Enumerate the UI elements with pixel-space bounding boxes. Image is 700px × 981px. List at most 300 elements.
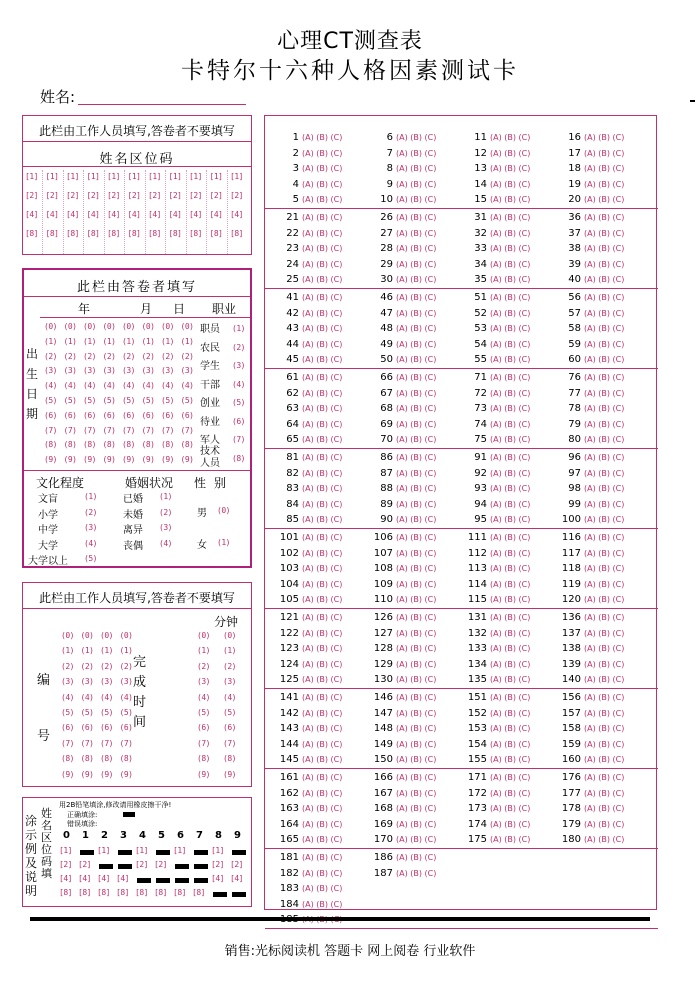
birth-bubble[interactable]: (6) xyxy=(161,410,174,420)
answer-bubbles[interactable]: (A) (B) (C) xyxy=(584,724,625,733)
answer-bubbles[interactable]: (A) (B) (C) xyxy=(302,675,343,684)
answer-bubbles[interactable]: (A) (B) (C) xyxy=(490,804,531,813)
answer-bubbles[interactable]: (A) (B) (C) xyxy=(584,835,625,844)
edu-bubble[interactable]: (3) xyxy=(84,523,97,532)
id-bubble[interactable]: (0) xyxy=(100,631,113,640)
name-code-bubble[interactable]: [4] xyxy=(209,210,223,219)
answer-bubbles[interactable]: (A) (B) (C) xyxy=(584,579,625,589)
answer-bubbles[interactable]: (A) (B) (C) xyxy=(584,755,625,764)
name-code-bubble[interactable]: [1] xyxy=(107,172,120,181)
birth-bubble[interactable]: (9) xyxy=(122,455,135,465)
id-bubble[interactable]: (5) xyxy=(119,708,133,717)
birth-bubble[interactable]: (6) xyxy=(102,410,116,420)
answer-bubbles[interactable]: (A) (B) (C) xyxy=(396,244,437,253)
answer-bubbles[interactable]: (A) (B) (C) xyxy=(396,755,437,764)
answer-bubbles[interactable]: (A) (B) (C) xyxy=(396,228,437,238)
birth-bubble[interactable]: (4) xyxy=(141,381,155,391)
birth-bubble[interactable]: (4) xyxy=(102,381,116,391)
answer-bubbles[interactable]: (A) (B) (C) xyxy=(396,499,437,509)
birth-bubble[interactable]: (1) xyxy=(83,336,96,346)
birth-bubble[interactable]: (7) xyxy=(122,425,135,435)
birth-bubble[interactable]: (8) xyxy=(180,440,194,450)
answer-bubbles[interactable]: (A) (B) (C) xyxy=(396,693,437,702)
name-code-bubble[interactable]: [2] xyxy=(148,191,161,200)
birth-bubble[interactable]: (7) xyxy=(161,425,174,435)
name-code-bubble[interactable]: [4] xyxy=(230,210,243,219)
gender-bubble[interactable]: (0) xyxy=(217,506,230,515)
answer-bubbles[interactable]: (A) (B) (C) xyxy=(584,804,625,813)
name-code-bubble[interactable]: [1] xyxy=(86,172,100,181)
answer-bubbles[interactable]: (A) (B) (C) xyxy=(490,533,531,542)
id-bubble[interactable]: (8) xyxy=(119,754,133,764)
birth-bubble[interactable]: (4) xyxy=(63,381,77,391)
edu-bubble[interactable]: (5) xyxy=(84,554,97,563)
edu-bubble[interactable]: (4) xyxy=(84,538,97,548)
answer-bubbles[interactable]: (A) (B) (C) xyxy=(490,595,531,604)
answer-bubbles[interactable]: (A) (B) (C) xyxy=(490,579,531,589)
id-bubble[interactable]: (1) xyxy=(80,646,94,656)
answer-bubbles[interactable]: (A) (B) (C) xyxy=(490,453,531,462)
birth-bubble[interactable]: (7) xyxy=(44,425,57,435)
name-code-bubble[interactable]: [1] xyxy=(127,172,141,181)
answer-bubbles[interactable]: (A) (B) (C) xyxy=(302,644,343,653)
birth-bubble[interactable]: (5) xyxy=(161,396,174,405)
name-code-bubble[interactable]: [8] xyxy=(148,229,161,238)
edu-bubble[interactable]: (2) xyxy=(84,507,97,517)
answer-bubbles[interactable]: (A) (B) (C) xyxy=(584,613,625,622)
birth-bubble[interactable]: (9) xyxy=(161,455,174,465)
id-bubble[interactable]: (8) xyxy=(100,754,113,764)
name-code-bubble[interactable]: [2] xyxy=(45,191,59,200)
id-bubble[interactable]: (8) xyxy=(61,754,74,764)
answer-bubbles[interactable]: (A) (B) (C) xyxy=(302,788,343,798)
name-code-bubble[interactable]: [4] xyxy=(107,210,120,219)
birth-bubble[interactable]: (3) xyxy=(44,366,57,376)
id-bubble[interactable]: (1) xyxy=(119,646,133,656)
answer-bubbles[interactable]: (A) (B) (C) xyxy=(584,468,625,478)
answer-bubbles[interactable]: (A) (B) (C) xyxy=(302,228,343,238)
answer-bubbles[interactable]: (A) (B) (C) xyxy=(396,548,437,558)
name-code-bubble[interactable]: [2] xyxy=(107,191,120,200)
birth-bubble[interactable]: (8) xyxy=(122,440,135,450)
answer-bubbles[interactable]: (A) (B) (C) xyxy=(302,579,343,589)
name-code-bubble[interactable]: [4] xyxy=(189,210,202,219)
birth-bubble[interactable]: (0) xyxy=(63,322,77,331)
marriage-bubble[interactable]: (3) xyxy=(159,523,172,532)
answer-bubbles[interactable]: (A) (B) (C) xyxy=(302,515,343,524)
answer-bubbles[interactable]: (A) (B) (C) xyxy=(490,275,531,284)
answer-bubbles[interactable]: (A) (B) (C) xyxy=(584,419,625,429)
answer-bubbles[interactable]: (A) (B) (C) xyxy=(584,244,625,253)
answer-bubbles[interactable]: (A) (B) (C) xyxy=(302,339,343,349)
answer-bubbles[interactable]: (A) (B) (C) xyxy=(584,133,625,142)
name-code-bubble[interactable]: [8] xyxy=(86,229,100,238)
answer-bubbles[interactable]: (A) (B) (C) xyxy=(490,484,531,493)
birth-bubble[interactable]: (4) xyxy=(161,381,174,391)
name-code-bubble[interactable]: [8] xyxy=(107,229,120,238)
id-bubble[interactable]: (7) xyxy=(61,738,74,748)
name-code-bubble[interactable]: [2] xyxy=(230,191,243,200)
birth-bubble[interactable]: (2) xyxy=(44,351,57,361)
birth-bubble[interactable]: (3) xyxy=(63,366,77,376)
answer-bubbles[interactable]: (A) (B) (C) xyxy=(584,355,625,364)
answer-bubbles[interactable]: (A) (B) (C) xyxy=(490,644,531,653)
answer-bubbles[interactable]: (A) (B) (C) xyxy=(302,548,343,558)
answer-bubbles[interactable]: (A) (B) (C) xyxy=(302,404,343,413)
answer-bubbles[interactable]: (A) (B) (C) xyxy=(302,213,343,222)
name-code-bubble[interactable]: [1] xyxy=(189,172,202,181)
answer-bubbles[interactable]: (A) (B) (C) xyxy=(490,213,531,222)
birth-bubble[interactable]: (1) xyxy=(102,336,116,346)
birth-bubble[interactable]: (2) xyxy=(122,351,135,361)
answer-bubbles[interactable]: (A) (B) (C) xyxy=(584,259,625,269)
name-code-bubble[interactable]: [8] xyxy=(45,229,59,238)
answer-bubbles[interactable]: (A) (B) (C) xyxy=(584,659,625,669)
name-code-bubble[interactable]: [2] xyxy=(86,191,100,200)
birth-bubble[interactable]: (4) xyxy=(83,381,96,391)
answer-bubbles[interactable]: (A) (B) (C) xyxy=(584,628,625,638)
job-bubble[interactable]: (8) xyxy=(232,454,245,463)
birth-bubble[interactable]: (5) xyxy=(122,396,135,405)
answer-bubbles[interactable]: (A) (B) (C) xyxy=(490,564,531,573)
answer-bubbles[interactable]: (A) (B) (C) xyxy=(302,659,343,669)
id-bubble[interactable]: (3) xyxy=(61,677,74,687)
name-code-bubble[interactable]: [4] xyxy=(148,210,161,219)
minute-bubble[interactable]: (3) xyxy=(197,677,210,687)
job-bubble[interactable]: (2) xyxy=(232,342,245,352)
name-code-bubble[interactable]: [4] xyxy=(45,210,59,219)
birth-bubble[interactable]: (1) xyxy=(44,336,57,346)
answer-bubbles[interactable]: (A) (B) (C) xyxy=(396,659,437,669)
answer-bubbles[interactable]: (A) (B) (C) xyxy=(490,179,531,189)
birth-bubble[interactable]: (0) xyxy=(122,322,135,331)
birth-bubble[interactable]: (6) xyxy=(141,410,155,420)
answer-bubbles[interactable]: (A) (B) (C) xyxy=(584,548,625,558)
answer-bubbles[interactable]: (A) (B) (C) xyxy=(396,628,437,638)
answer-bubbles[interactable]: (A) (B) (C) xyxy=(490,835,531,844)
answer-bubbles[interactable]: (A) (B) (C) xyxy=(490,164,531,173)
answer-bubbles[interactable]: (A) (B) (C) xyxy=(302,453,343,462)
minute-bubble[interactable]: (5) xyxy=(197,708,210,717)
answer-bubbles[interactable]: (A) (B) (C) xyxy=(584,773,625,782)
id-bubble[interactable]: (5) xyxy=(80,708,94,717)
answer-bubbles[interactable]: (A) (B) (C) xyxy=(396,773,437,782)
birth-bubble[interactable]: (2) xyxy=(141,351,155,361)
birth-bubble[interactable]: (9) xyxy=(44,455,57,465)
id-bubble[interactable]: (6) xyxy=(80,723,94,733)
answer-bubbles[interactable]: (A) (B) (C) xyxy=(302,373,343,382)
answer-bubbles[interactable]: (A) (B) (C) xyxy=(490,133,531,142)
answer-bubbles[interactable]: (A) (B) (C) xyxy=(396,308,437,318)
name-field[interactable] xyxy=(78,104,246,105)
birth-bubble[interactable]: (8) xyxy=(102,440,116,450)
birth-bubble[interactable]: (1) xyxy=(63,336,77,346)
answer-bubbles[interactable]: (A) (B) (C) xyxy=(302,773,343,782)
answer-bubbles[interactable]: (A) (B) (C) xyxy=(490,755,531,764)
answer-bubbles[interactable]: (A) (B) (C) xyxy=(396,853,437,862)
answer-bubbles[interactable]: (A) (B) (C) xyxy=(490,244,531,253)
birth-bubble[interactable]: (6) xyxy=(180,410,194,420)
birth-bubble[interactable]: (8) xyxy=(141,440,155,450)
id-bubble[interactable]: (2) xyxy=(61,661,74,671)
birth-bubble[interactable]: (3) xyxy=(141,366,155,376)
birth-bubble[interactable]: (0) xyxy=(141,322,155,331)
birth-bubble[interactable]: (2) xyxy=(180,351,194,361)
birth-bubble[interactable]: (2) xyxy=(83,351,96,361)
birth-bubble[interactable]: (0) xyxy=(102,322,116,331)
birth-bubble[interactable]: (8) xyxy=(63,440,77,450)
answer-bubbles[interactable]: (A) (B) (C) xyxy=(302,308,343,318)
birth-bubble[interactable]: (0) xyxy=(83,322,96,331)
answer-bubbles[interactable]: (A) (B) (C) xyxy=(490,788,531,798)
answer-bubbles[interactable]: (A) (B) (C) xyxy=(396,579,437,589)
birth-bubble[interactable]: (3) xyxy=(122,366,135,376)
answer-bubbles[interactable]: (A) (B) (C) xyxy=(490,548,531,558)
name-code-bubble[interactable]: [8] xyxy=(66,229,79,238)
id-bubble[interactable]: (4) xyxy=(119,692,133,702)
answer-bubbles[interactable]: (A) (B) (C) xyxy=(396,435,437,444)
birth-bubble[interactable]: (8) xyxy=(44,440,57,450)
id-bubble[interactable]: (9) xyxy=(119,769,133,779)
answer-bubbles[interactable]: (A) (B) (C) xyxy=(584,435,625,444)
answer-bubbles[interactable]: (A) (B) (C) xyxy=(396,275,437,284)
minute-bubble[interactable]: (8) xyxy=(197,754,210,764)
name-code-bubble[interactable]: [8] xyxy=(189,229,202,238)
answer-bubbles[interactable]: (A) (B) (C) xyxy=(584,644,625,653)
answer-bubbles[interactable]: (A) (B) (C) xyxy=(396,164,437,173)
answer-bubbles[interactable]: (A) (B) (C) xyxy=(396,788,437,798)
minute-bubble[interactable]: (2) xyxy=(223,661,236,671)
answer-bubbles[interactable]: (A) (B) (C) xyxy=(490,659,531,669)
answer-bubbles[interactable]: (A) (B) (C) xyxy=(302,835,343,844)
answer-bubbles[interactable]: (A) (B) (C) xyxy=(490,773,531,782)
answer-bubbles[interactable]: (A) (B) (C) xyxy=(396,804,437,813)
name-code-bubble[interactable]: [4] xyxy=(66,210,79,219)
minute-bubble[interactable]: (1) xyxy=(197,646,210,656)
answer-bubbles[interactable]: (A) (B) (C) xyxy=(490,355,531,364)
birth-bubble[interactable]: (3) xyxy=(180,366,194,376)
birth-bubble[interactable]: (5) xyxy=(63,396,77,405)
id-bubble[interactable]: (2) xyxy=(80,661,94,671)
answer-bubbles[interactable]: (A) (B) (C) xyxy=(396,419,437,429)
birth-bubble[interactable]: (1) xyxy=(161,336,174,346)
answer-bubbles[interactable]: (A) (B) (C) xyxy=(584,404,625,413)
answer-bubbles[interactable]: (A) (B) (C) xyxy=(396,468,437,478)
birth-bubble[interactable]: (4) xyxy=(122,381,135,391)
marriage-bubble[interactable]: (2) xyxy=(159,507,172,517)
answer-bubbles[interactable]: (A) (B) (C) xyxy=(302,884,343,893)
answer-bubbles[interactable]: (A) (B) (C) xyxy=(584,388,625,398)
answer-bubbles[interactable]: (A) (B) (C) xyxy=(584,148,625,158)
name-code-bubble[interactable]: [1] xyxy=(230,172,243,181)
name-code-bubble[interactable]: [2] xyxy=(168,191,182,200)
answer-bubbles[interactable]: (A) (B) (C) xyxy=(396,515,437,524)
name-code-bubble[interactable]: [4] xyxy=(168,210,182,219)
minute-bubble[interactable]: (0) xyxy=(223,631,236,640)
id-bubble[interactable]: (4) xyxy=(80,692,94,702)
answer-bubbles[interactable]: (A) (B) (C) xyxy=(490,708,531,718)
answer-bubbles[interactable]: (A) (B) (C) xyxy=(490,259,531,269)
job-bubble[interactable]: (1) xyxy=(232,324,245,333)
answer-bubbles[interactable]: (A) (B) (C) xyxy=(490,293,531,302)
name-code-bubble[interactable]: [1] xyxy=(209,172,223,181)
answer-bubbles[interactable]: (A) (B) (C) xyxy=(396,339,437,349)
answer-bubbles[interactable]: (A) (B) (C) xyxy=(490,228,531,238)
answer-bubbles[interactable]: (A) (B) (C) xyxy=(302,739,343,749)
id-bubble[interactable]: (0) xyxy=(80,631,94,640)
birth-bubble[interactable]: (3) xyxy=(161,366,174,376)
birth-bubble[interactable]: (3) xyxy=(102,366,116,376)
answer-bubbles[interactable]: (A) (B) (C) xyxy=(302,388,343,398)
id-bubble[interactable]: (5) xyxy=(61,708,74,717)
id-bubble[interactable]: (2) xyxy=(100,661,113,671)
name-code-bubble[interactable]: [4] xyxy=(86,210,100,219)
answer-bubbles[interactable]: (A) (B) (C) xyxy=(396,564,437,573)
answer-bubbles[interactable]: (A) (B) (C) xyxy=(490,435,531,444)
birth-bubble[interactable]: (7) xyxy=(63,425,77,435)
birth-bubble[interactable]: (1) xyxy=(141,336,155,346)
birth-bubble[interactable]: (5) xyxy=(141,396,155,405)
answer-bubbles[interactable]: (A) (B) (C) xyxy=(302,628,343,638)
birth-bubble[interactable]: (0) xyxy=(44,322,57,331)
answer-bubbles[interactable]: (A) (B) (C) xyxy=(584,324,625,333)
answer-bubbles[interactable]: (A) (B) (C) xyxy=(396,373,437,382)
answer-bubbles[interactable]: (A) (B) (C) xyxy=(584,164,625,173)
minute-bubble[interactable]: (3) xyxy=(223,677,236,687)
answer-bubbles[interactable]: (A) (B) (C) xyxy=(396,388,437,398)
birth-bubble[interactable]: (7) xyxy=(141,425,155,435)
answer-bubbles[interactable]: (A) (B) (C) xyxy=(302,613,343,622)
answer-bubbles[interactable]: (A) (B) (C) xyxy=(302,133,343,142)
answer-bubbles[interactable]: (A) (B) (C) xyxy=(396,613,437,622)
marriage-bubble[interactable]: (4) xyxy=(159,538,172,548)
answer-bubbles[interactable]: (A) (B) (C) xyxy=(584,564,625,573)
answer-bubbles[interactable]: (A) (B) (C) xyxy=(490,324,531,333)
id-bubble[interactable]: (3) xyxy=(119,677,133,687)
answer-bubbles[interactable]: (A) (B) (C) xyxy=(584,228,625,238)
birth-bubble[interactable]: (5) xyxy=(44,396,57,405)
id-bubble[interactable]: (4) xyxy=(100,692,113,702)
answer-bubbles[interactable]: (A) (B) (C) xyxy=(302,148,343,158)
id-bubble[interactable]: (0) xyxy=(119,631,133,640)
birth-bubble[interactable]: (5) xyxy=(83,396,96,405)
answer-bubbles[interactable]: (A) (B) (C) xyxy=(490,419,531,429)
answer-bubbles[interactable]: (A) (B) (C) xyxy=(490,739,531,749)
minute-bubble[interactable]: (6) xyxy=(223,723,236,733)
answer-bubbles[interactable]: (A) (B) (C) xyxy=(396,819,437,829)
id-bubble[interactable]: (8) xyxy=(80,754,94,764)
answer-bubbles[interactable]: (A) (B) (C) xyxy=(302,708,343,718)
answer-bubbles[interactable]: (A) (B) (C) xyxy=(490,388,531,398)
minute-bubble[interactable]: (1) xyxy=(223,646,236,656)
minute-bubble[interactable]: (0) xyxy=(197,631,210,640)
answer-bubbles[interactable]: (A) (B) (C) xyxy=(396,148,437,158)
answer-bubbles[interactable]: (A) (B) (C) xyxy=(396,324,437,333)
answer-bubbles[interactable]: (A) (B) (C) xyxy=(490,373,531,382)
answer-bubbles[interactable]: (A) (B) (C) xyxy=(396,355,437,364)
answer-bubbles[interactable]: (A) (B) (C) xyxy=(584,293,625,302)
answer-bubbles[interactable]: (A) (B) (C) xyxy=(396,484,437,493)
answer-bubbles[interactable]: (A) (B) (C) xyxy=(396,835,437,844)
answer-bubbles[interactable]: (A) (B) (C) xyxy=(302,724,343,733)
answer-bubbles[interactable]: (A) (B) (C) xyxy=(302,275,343,284)
birth-bubble[interactable]: (4) xyxy=(180,381,194,391)
answer-bubbles[interactable]: (A) (B) (C) xyxy=(490,499,531,509)
answer-bubbles[interactable]: (A) (B) (C) xyxy=(302,293,343,302)
answer-bubbles[interactable]: (A) (B) (C) xyxy=(302,564,343,573)
answer-bubbles[interactable]: (A) (B) (C) xyxy=(584,708,625,718)
name-code-bubble[interactable]: [8] xyxy=(230,229,243,238)
answer-bubbles[interactable]: (A) (B) (C) xyxy=(584,499,625,509)
answer-bubbles[interactable]: (A) (B) (C) xyxy=(302,755,343,764)
minute-bubble[interactable]: (4) xyxy=(223,692,236,702)
answer-bubbles[interactable]: (A) (B) (C) xyxy=(584,739,625,749)
answer-bubbles[interactable]: (A) (B) (C) xyxy=(584,339,625,349)
name-code-bubble[interactable]: [8] xyxy=(127,229,141,238)
name-code-bubble[interactable]: [1] xyxy=(168,172,182,181)
birth-bubble[interactable]: (9) xyxy=(102,455,116,465)
birth-bubble[interactable]: (9) xyxy=(141,455,155,465)
answer-bubbles[interactable]: (A) (B) (C) xyxy=(584,595,625,604)
answer-bubbles[interactable]: (A) (B) (C) xyxy=(490,675,531,684)
answer-bubbles[interactable]: (A) (B) (C) xyxy=(490,819,531,829)
answer-bubbles[interactable]: (A) (B) (C) xyxy=(490,628,531,638)
id-bubble[interactable]: (9) xyxy=(61,769,74,779)
id-bubble[interactable]: (3) xyxy=(80,677,94,687)
job-bubble[interactable]: (6) xyxy=(232,416,245,426)
answer-bubbles[interactable]: (A) (B) (C) xyxy=(396,868,437,878)
name-code-bubble[interactable]: [8] xyxy=(168,229,182,238)
answer-bubbles[interactable]: (A) (B) (C) xyxy=(302,164,343,173)
answer-bubbles[interactable]: (A) (B) (C) xyxy=(396,595,437,604)
birth-bubble[interactable]: (9) xyxy=(180,455,194,465)
answer-bubbles[interactable]: (A) (B) (C) xyxy=(584,533,625,542)
answer-bubbles[interactable]: (A) (B) (C) xyxy=(584,195,625,204)
id-bubble[interactable]: (0) xyxy=(61,631,74,640)
answer-bubbles[interactable]: (A) (B) (C) xyxy=(302,195,343,204)
birth-bubble[interactable]: (8) xyxy=(83,440,96,450)
answer-bubbles[interactable]: (A) (B) (C) xyxy=(584,693,625,702)
name-code-bubble[interactable]: [1] xyxy=(66,172,79,181)
answer-bubbles[interactable]: (A) (B) (C) xyxy=(302,868,343,878)
answer-bubbles[interactable]: (A) (B) (C) xyxy=(302,899,343,909)
id-bubble[interactable]: (1) xyxy=(61,646,74,656)
answer-bubbles[interactable]: (A) (B) (C) xyxy=(396,453,437,462)
job-bubble[interactable]: (5) xyxy=(232,398,245,407)
id-bubble[interactable]: (4) xyxy=(61,692,74,702)
birth-bubble[interactable]: (9) xyxy=(63,455,77,465)
name-code-bubble[interactable]: [2] xyxy=(66,191,79,200)
answer-bubbles[interactable]: (A) (B) (C) xyxy=(584,819,625,829)
birth-bubble[interactable]: (2) xyxy=(102,351,116,361)
answer-bubbles[interactable]: (A) (B) (C) xyxy=(584,179,625,189)
edu-bubble[interactable]: (1) xyxy=(84,492,97,501)
birth-bubble[interactable]: (2) xyxy=(63,351,77,361)
minute-bubble[interactable]: (5) xyxy=(223,708,236,717)
answer-bubbles[interactable]: (A) (B) (C) xyxy=(302,419,343,429)
id-bubble[interactable]: (6) xyxy=(100,723,113,733)
answer-bubbles[interactable]: (A) (B) (C) xyxy=(302,179,343,189)
birth-bubble[interactable]: (3) xyxy=(83,366,96,376)
answer-bubbles[interactable]: (A) (B) (C) xyxy=(302,468,343,478)
answer-bubbles[interactable]: (A) (B) (C) xyxy=(302,435,343,444)
answer-bubbles[interactable]: (A) (B) (C) xyxy=(490,195,531,204)
job-bubble[interactable]: (4) xyxy=(232,379,245,389)
id-bubble[interactable]: (5) xyxy=(100,708,113,717)
answer-bubbles[interactable]: (A) (B) (C) xyxy=(490,724,531,733)
answer-bubbles[interactable]: (A) (B) (C) xyxy=(584,484,625,493)
answer-bubbles[interactable]: (A) (B) (C) xyxy=(396,739,437,749)
